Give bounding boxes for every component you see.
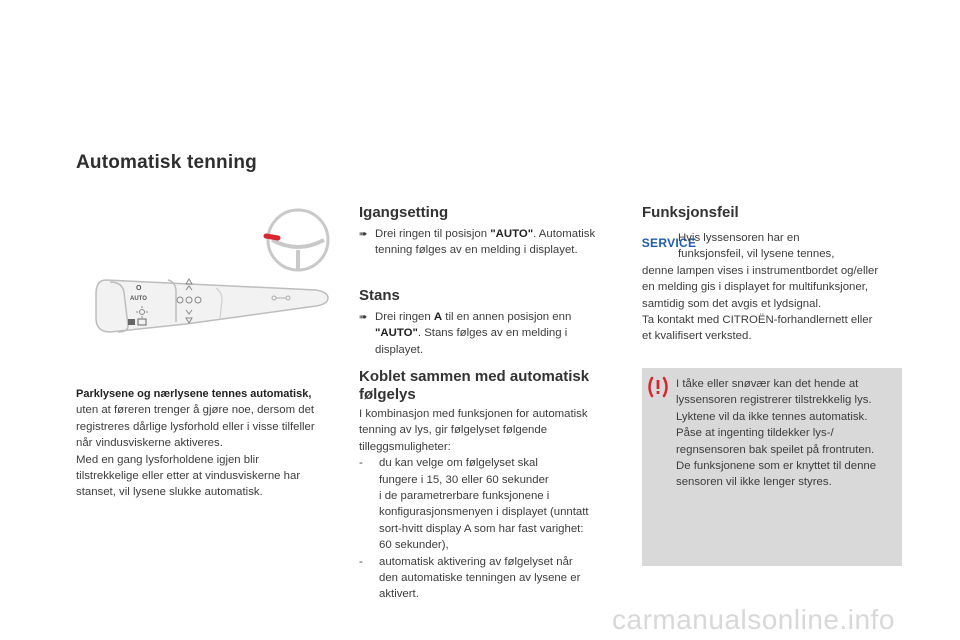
- left-text-block: [76, 386, 338, 501]
- service-warning-icon: SERVICE: [641, 236, 697, 250]
- light-stalk-illustration: [76, 200, 338, 350]
- note-box: [642, 368, 902, 566]
- bullet-icon: ➠: [359, 229, 368, 240]
- koblet-heading: Koblet sammen med automatisk følgelys: [359, 368, 590, 403]
- funksjonsfeil-text: Hvis lyssensoren har en funksjonsfeil, vil lysene tennes, denne lampen vises i instrumentbordet og/eller en melding gis i displayet for multifunksjoner, samtidig som det avgis et lydsignal. Ta kontakt med CITROËN-forhandlernett eller et kvalifisert verksted.: [642, 232, 879, 343]
- bullet-icon: ➠: [359, 312, 368, 323]
- funksjonsfeil-heading: Funksjonsfeil: [642, 204, 739, 221]
- stalk-label-o: O: [136, 285, 142, 292]
- stalk-label-auto: AUTO: [130, 296, 147, 302]
- igangsetting-text: ➠ Drei ringen til posisjon "AUTO". Automatisk tenning følges av en melding i displayet.: [359, 226, 629, 259]
- stans-heading: Stans: [359, 287, 400, 304]
- lead-bold-text: Parklysene og nærlysene tennes automatisk,: [76, 388, 312, 400]
- note-text: I tåke eller snøvær kan det hende at lyssensoren registrerer tilstrekkelig lys. Lyktene vil da ikke tennes automatisk. Påse at ingenting tildekker lys-/ regnsensoren bak speilet på frontruten. De funksjonene som er knyttet til denne sensoren vil ikke lenger styres.: [676, 378, 877, 489]
- koblet-text: I kombinasjon med funksjonen for automatisk tenning av lys, gir følgelyset følgende tilleggsmuligheter: - du kan velge om følgelyset skal fungere i 15, 30 eller 60 sekunder i de parametrerbare funksjonene i konfigurasjonsmenyen i displayet (unntatt sort-hvitt display A som har fast varighet: 60 sekunder), - automatisk aktivering av følgelyset når den automatiske tenningen av lysene er aktivert.: [359, 406, 629, 603]
- page-title: Automatisk tenning: [76, 152, 257, 173]
- left-line: når vindusviskerne aktiveres.: [76, 437, 223, 450]
- list-item: - du kan velge om følgelyset skal fungere i 15, 30 eller 60 sekunder i de parametrerbare funksjonene i konfigurasjonsmenyen i displayet (unntatt sort-hvitt display A som har fast varighet: 60 sekunder),: [359, 457, 589, 552]
- left-line: stanset, vil lysene slukke automatisk.: [76, 486, 263, 499]
- stalk-highlight-icon: [266, 236, 278, 238]
- left-line: tilstrekkelige eller etter at vindusviskerne har: [76, 470, 301, 483]
- igangsetting-heading: Igangsetting: [359, 204, 449, 221]
- warning-icon: [646, 376, 670, 398]
- list-item: - automatisk aktivering av følgelyset når den automatiske tenningen av lysene er aktivert.: [359, 555, 581, 601]
- left-line: uten at føreren trenger å gjøre noe, dersom det: [76, 404, 315, 417]
- parking-light-icon: [128, 319, 135, 325]
- stans-text: ➠ Drei ringen A til en annen posisjon enn "AUTO". Stans følges av en melding i displayet.: [359, 309, 629, 358]
- left-line: Med en gang lysforholdene igjen blir: [76, 453, 260, 466]
- watermark: carmanualsonline.info: [612, 604, 895, 635]
- left-line: registreres dårlige lysforhold eller i visse tilfeller: [76, 420, 315, 433]
